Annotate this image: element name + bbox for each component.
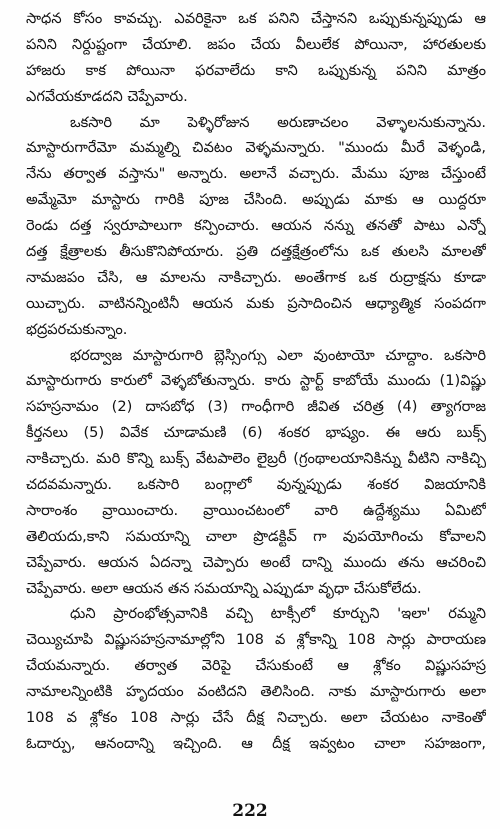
text-line: నామాలన్నింటికి హృదయం వంటిదని తెలిసింది. నాకు మాస్టారుగారు అలా (26, 683, 486, 701)
text-line: చేయమన్నారు. తర్వాత వెరిపై చేసుకుంటే ఆ శ్లోకం విష్ణుసహస్ర (26, 657, 486, 675)
text-line: ఓదార్పు, ఆనందాన్ని ఇచ్చింది. ఆ దీక్ష ఇవ్వటం చాలా సహజంగా, (26, 734, 486, 752)
page-number: 222 (232, 801, 268, 821)
text-line: ఎగవేయకూడదని చెప్పేవారు. (26, 87, 188, 105)
text-line: చదవమన్నారు. ఒకసారి బంగ్లాలో వున్నప్పుడు శంకర విజయానికి (26, 476, 486, 494)
text-line: సారాంశం వ్రాయించారు. వ్రాయించటంలో వారి ఉద్దేశ్యము ఏమిటో (26, 501, 486, 519)
text-line: చెప్పేవారు. ఆయన ఏదన్నా చెప్పారు అంటే దాన్ని ముందు తను ఆచరించి (26, 553, 486, 571)
text-line: చెయ్యిచూపి విష్ణుసహస్రనామాల్లోని 108 వ శ్లోకాన్ని 108 సార్లు పారాయణ (26, 631, 486, 649)
text-line: అమ్మేమో మాస్టారు గారికి పూజ చేసింది. అప్పుడు మాకు ఆ యిద్దరూ (26, 191, 486, 209)
text-line: హాజరు కాక పోయినా ఫరవాలేదు కాని ఒప్పుకున్న పనిని మాత్రం (26, 61, 486, 79)
text-line: నామజపం చేసి, ఆ మాలను నాకిచ్చారు. అంతేగాక ఒక రుద్రాక్షను కూడా (26, 268, 486, 286)
text-line: పనిని నిర్దుష్టంగా చేయాలి. జపం చేయ వీలులేక పోయినా, హారతులకు (26, 35, 486, 53)
text-line: 108 వ శ్లోకం 108 సార్లు చేసే దీక్ష నిచ్చారు. అలా చేయటం నాకెంతో (26, 709, 486, 727)
text-line: కీర్తనలు (5) వివేక చూడామణి (6) శంకర భాష్యం. ఈ ఆరు బుక్స్ (26, 424, 486, 442)
text-line: మాస్టారుగారేమో మమ్మల్ని చివటం వెళ్ళమన్నారు. "ముందు మీరే వెళ్ళండి, (26, 139, 486, 157)
text-line: తెలియదు,కాని సమయాన్ని చాలా ప్రొడక్టివ్ గా వుపయోగించు కోవాలని (26, 527, 486, 545)
text-line: రెండు దత్త స్వరూపాలుగా కన్పించారు. ఆయన నన్ను తనతో పాటు ఎన్నో (26, 217, 486, 235)
text-line: భరద్వాజ మాస్టారుగారి బ్లెస్సింగ్సు ఎలా వుంటాయో చూద్దాం. ఒకసారి (70, 346, 486, 364)
text-line: దత్త క్షేత్రాలకు తీసుకొనిపోయారు. ప్రతి దత్తక్షేత్రంలోను ఒక తులసి మాలతో (26, 243, 486, 261)
text-line: భద్రపరచుకున్నాం. (26, 320, 128, 338)
text-line: మాస్టారుగారు కారులో వెళ్ళబోతున్నారు. కారు స్టార్ట్ కాబోయే ముందు (1)విష్ణు (26, 372, 486, 390)
text-line: చెప్పేవారు. అలా ఆయన తన సమయాన్ని ఎప్పుడూ వృధా చేసుకోలేదు. (26, 579, 422, 597)
text-line: ధుని ప్రారంభోత్సవానికి వచ్చి టాక్సీలో కూర్చుని 'ఇలా' రమ్మని (70, 605, 486, 623)
text-line: సహస్రనామం (2) దాసబోధ (3) గాంధీగారి జీవిత చరిత్ర (4) త్యాగరాజ (26, 398, 486, 416)
text-line: సాధన కోసం కావచ్చు. ఎవరికైనా ఒక పనిని చేస్తానని ఒప్పుకున్నప్పుడు ఆ (26, 10, 486, 27)
body-text (26, 6, 486, 757)
text-line: యిచ్చారు. వాటినన్నింటినీ ఆయన మకు ప్రసాదించిన ఆధ్యాత్మిక సంపదగా (26, 294, 486, 312)
text-line: నాకిచ్చారు. మరి కొన్ని బుక్స్ వేటపాలెం లైబ్రరీ (గ్రంథాలయానికిన్ను వీటిని నాకిచ్చి (26, 450, 486, 468)
text-line: నేను తర్వాత వస్తాను" అన్నారు. అలానే వచ్చారు. మేము పూజ చేస్తుంటే (26, 165, 486, 183)
text-line: ఒకసారి మా పెళ్ళిరోజున అరుణాచలం వెళ్ళాలనుకున్నాను. (70, 113, 486, 131)
